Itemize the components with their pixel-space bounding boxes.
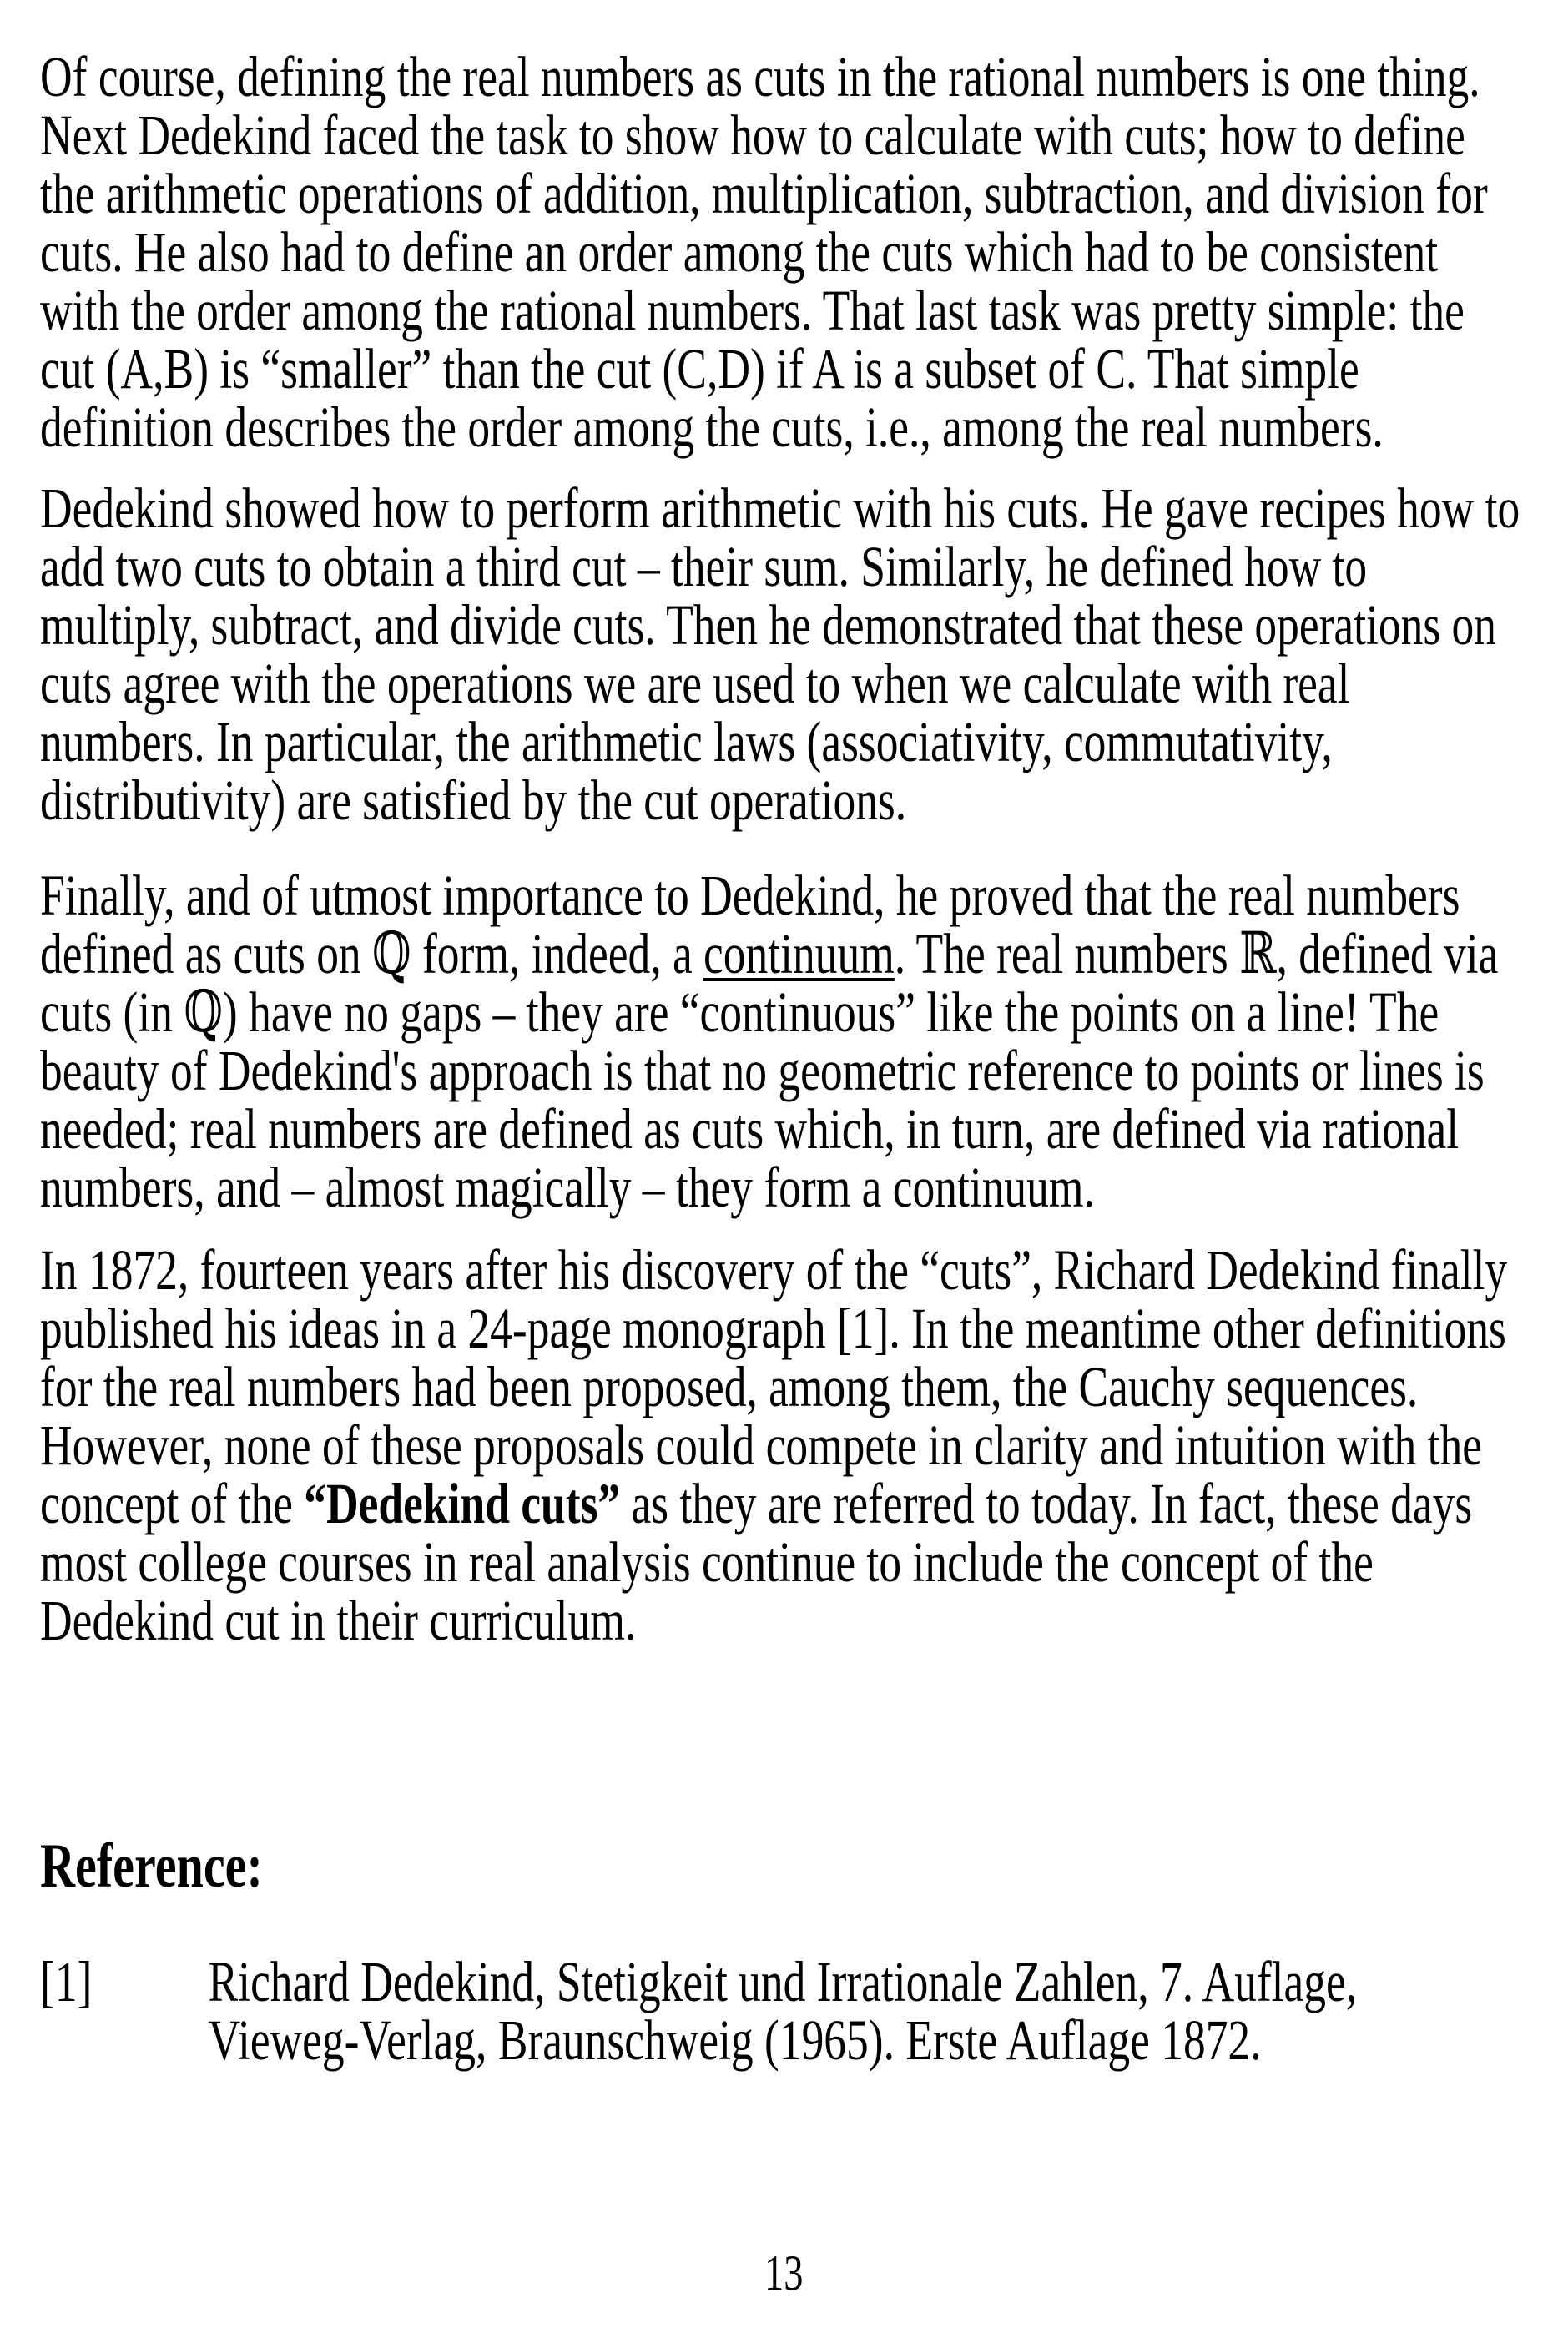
text-line: Vieweg-Verlag, Braunschweig (1965). Erste Auflage 1872.: [208, 2008, 1262, 2072]
text-line: Richard Dedekind, Stetigkeit und Irrationale Zahlen, 7. Auflage,: [208, 1950, 1358, 2013]
paragraph-1: [40, 45, 1488, 459]
text-run: multiply, subtract, and divide cuts. Then he demonstrated that these operations on: [40, 593, 1497, 657]
text-line: [40, 1238, 1508, 1302]
reference-text: [208, 1950, 1358, 2072]
reference-heading: Reference:: [40, 1832, 263, 1901]
text-line: [40, 1413, 1507, 1477]
text-line: [40, 1158, 1498, 1217]
text-run: add two cuts to obtain a third cut – their sum. Similarly, he defined how to: [40, 535, 1368, 598]
text-line: [40, 1591, 1507, 1650]
text-run: as they are referred to today. In fact, these days: [620, 1472, 1473, 1535]
text-run: Dedekind showed how to perform arithmetic with his cuts. He gave recipes how to: [40, 476, 1520, 540]
text-line: [40, 281, 1488, 340]
text-run: numbers, and – almost magically – they form a continuum.: [40, 1156, 1095, 1219]
text-run: Next Dedekind faced the task to show how to calculate with cuts; how to define: [40, 103, 1465, 167]
text-line: [40, 220, 1488, 284]
reference-entry: [40, 1950, 1358, 2072]
text-run: with the order among the rational numbers. That last task was pretty simple: the: [40, 279, 1465, 342]
text-line: [40, 537, 1520, 596]
text-line: [40, 337, 1488, 401]
text-line: [40, 1299, 1507, 1358]
text-run: cut (A,B) is “smaller” than the cut (C,D) if A is a subset of C. That simple: [40, 337, 1359, 401]
text-run: . The real numbers ℝ, defined via: [894, 922, 1499, 985]
text-line: [40, 980, 1498, 1044]
text-line: [40, 103, 1488, 167]
text-line: [40, 1530, 1507, 1594]
paragraph-2: [40, 476, 1520, 832]
paragraph-4: [40, 1238, 1508, 1652]
text-run: Finally, and of utmost importance to Dedekind, he proved that the real numbers: [40, 864, 1460, 927]
paragraph-3: [40, 866, 1498, 1217]
text-line: [40, 593, 1520, 657]
text-run: concept of the: [40, 1472, 305, 1535]
text-run: for the real numbers had been proposed, among them, the Cauchy sequences.: [40, 1355, 1419, 1418]
reference-label: [1]: [40, 1950, 93, 2013]
text-run: beauty of Dedekind's approach is that no geometric reference to points or lines is: [40, 1039, 1485, 1102]
text-run: the arithmetic operations of addition, multiplication, subtraction, and division for: [40, 162, 1488, 225]
text-line: [40, 1355, 1507, 1418]
text-line: [40, 396, 1488, 459]
text-line: [40, 710, 1520, 773]
text-run: cuts (in ℚ) have no gaps – they are “continuous” like the points on a line! The: [40, 980, 1439, 1044]
bold-term: “Dedekind cuts”: [304, 1472, 621, 1535]
text-run: Of course, defining the real numbers as cuts in the rational numbers is one thing.: [40, 45, 1480, 108]
text-line: [40, 164, 1488, 223]
text-line: [40, 1041, 1498, 1100]
text-line: [40, 654, 1520, 713]
text-line: [40, 1097, 1498, 1161]
text-run: cuts agree with the operations we are used to when we calculate with real: [40, 652, 1350, 715]
text-run: However, none of these proposals could compete in clarity and intuition with the: [40, 1413, 1482, 1477]
text-run: numbers. In particular, the arithmetic laws (associativity, commutativity,: [40, 710, 1333, 773]
text-line: [40, 768, 1520, 832]
text-line: [40, 45, 1488, 108]
text-run: Dedekind cut in their curriculum.: [40, 1589, 637, 1652]
text-run: published his ideas in a 24-page monograph [1]. In the meantime other definitions: [40, 1297, 1506, 1360]
text-line: [40, 922, 1499, 985]
text-run: In 1872, fourteen years after his discovery of the “cuts”, Richard Dedekind finally: [40, 1238, 1508, 1302]
text-line: [40, 866, 1498, 925]
text-run: definition describes the order among the cuts, i.e., among the real numbers.: [40, 396, 1384, 459]
text-line: [40, 476, 1520, 540]
underlined-term: continuum: [703, 922, 895, 985]
text-run: distributivity) are satisfied by the cut operations.: [40, 768, 907, 832]
text-run: most college courses in real analysis continue to include the concept of the: [40, 1530, 1374, 1594]
text-line: [40, 1474, 1507, 1533]
text-run: needed; real numbers are defined as cuts which, in turn, are defined via rational: [40, 1097, 1460, 1161]
page-number: 13: [764, 2245, 804, 2300]
text-run: defined as cuts on ℚ form, indeed, a: [40, 922, 704, 985]
text-run: cuts. He also had to define an order among the cuts which had to be consistent: [40, 220, 1439, 284]
